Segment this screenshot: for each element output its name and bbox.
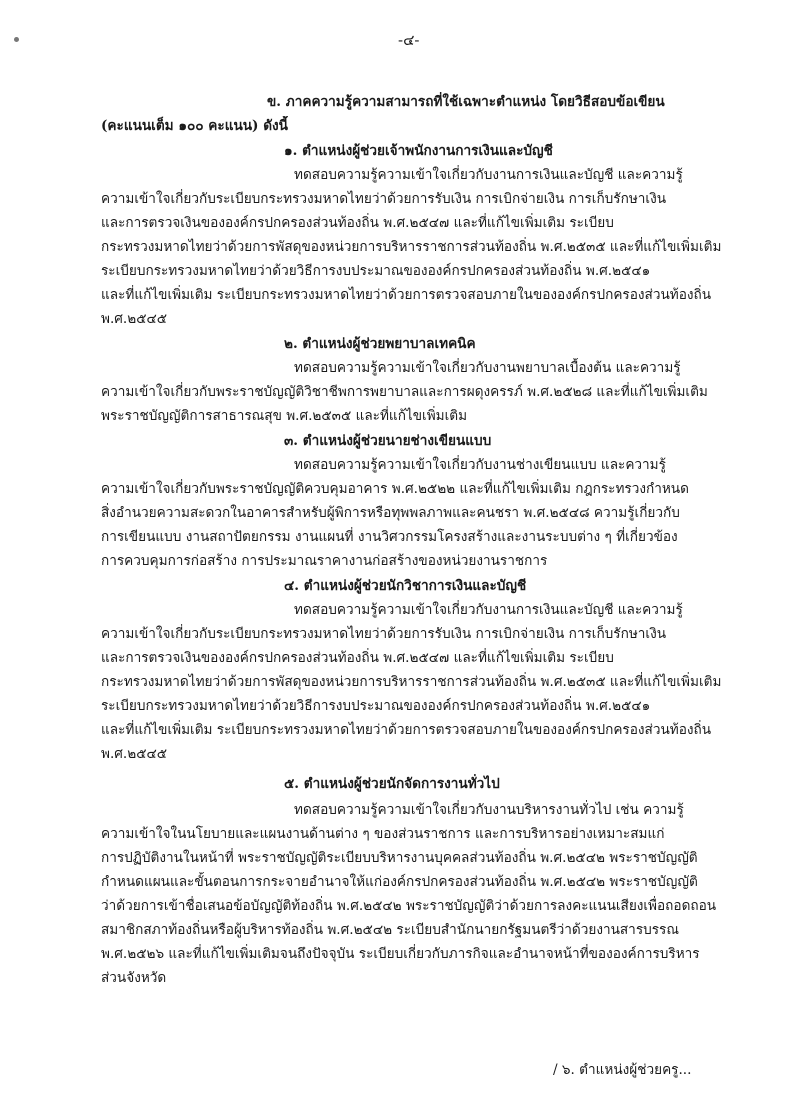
section-1-line: พ.ศ.๒๕๔๕ <box>101 311 168 327</box>
section-5-title: ๕. ตำแหน่งผู้ช่วยนักจัดการงานทั่วไป <box>284 776 500 792</box>
section-5-line: การปฏิบัติงานในหน้าที่ พระราชบัญญัติระเบียบบริหารงานบุคคลส่วนท้องถิ่น พ.ศ.๒๕๔๒ พระราชบัญญัติ <box>101 850 698 866</box>
section-2-title: ๒. ตำแหน่งผู้ช่วยพยาบาลเทคนิค <box>284 336 476 352</box>
section-5-line: ส่วนจังหวัด <box>101 970 167 986</box>
page-number: -๔- <box>398 31 420 49</box>
section-4-line: กระทรวงมหาดไทยว่าด้วยการพัสดุของหน่วยการบริหารราชการส่วนท้องถิ่น พ.ศ.๒๕๓๕ และที่แก้ไขเพิ่มเติม <box>101 674 722 690</box>
section-1-line: ความเข้าใจเกี่ยวกับระเบียบกระทรวงมหาดไทยว่าด้วยการรับเงิน การเบิกจ่ายเงิน การเก็บรักษาเงิน <box>101 191 667 207</box>
section-4-title: ๔. ตำแหน่งผู้ช่วยนักวิชาการเงินและบัญชี <box>284 578 527 594</box>
section-4-line: ความเข้าใจเกี่ยวกับระเบียบกระทรวงมหาดไทยว่าด้วยการรับเงิน การเบิกจ่ายเงิน การเก็บรักษาเงิน <box>101 626 667 642</box>
section-2-line: พระราชบัญญัติการสาธารณสุข พ.ศ.๒๕๓๕ และที่แก้ไขเพิ่มเติม <box>101 408 468 424</box>
section-2-line: ความเข้าใจเกี่ยวกับพระราชบัญญัติวิชาชีพการพยาบาลและการผดุงครรภ์ พ.ศ.๒๕๒๘ และที่แก้ไขเพิ่มเติม <box>101 384 708 400</box>
section-3-line: ความเข้าใจเกี่ยวกับพระราชบัญญัติควบคุมอาคาร พ.ศ.๒๕๒๒ และที่แก้ไขเพิ่มเติม กฎกระทรวงกำหนด <box>101 481 689 497</box>
section-1-line: และการตรวจเงินขององค์กรปกครองส่วนท้องถิ่น พ.ศ.๒๕๔๗ และที่แก้ไขเพิ่มเติม ระเบียบ <box>101 215 614 231</box>
section-4-line: พ.ศ.๒๕๔๕ <box>101 746 168 762</box>
section-1-line: และที่แก้ไขเพิ่มเติม ระเบียบกระทรวงมหาดไทยว่าด้วยการตรวจสอบภายในขององค์กรปกครองส่วนท้องถิ่น <box>101 287 712 303</box>
section-5-line: พ.ศ.๒๕๒๖ และที่แก้ไขเพิ่มเติมจนถึงปัจจุบัน ระเบียบเกี่ยวกับภารกิจและอำนาจหน้าที่ขององค์การบริหาร <box>101 946 700 962</box>
section-5-line: ทดสอบความรู้ความเข้าใจเกี่ยวกับงานบริหารงานทั่วไป เช่น ความรู้ <box>294 802 684 818</box>
section-1-title: ๑. ตำแหน่งผู้ช่วยเจ้าพนักงานการเงินและบัญชี <box>284 143 553 159</box>
section-5-line: สมาชิกสภาท้องถิ่นหรือผู้บริหารท้องถิ่น พ.ศ.๒๕๔๒ ระเบียบสำนักนายกรัฐมนตรีว่าด้วยงานสารบรรณ <box>101 922 679 938</box>
section-3-line: ทดสอบความรู้ความเข้าใจเกี่ยวกับงานช่างเขียนแบบ และความรู้ <box>294 457 666 473</box>
continuation-footer: / ๖. ตำแหน่งผู้ช่วยครู... <box>553 1062 692 1078</box>
section-5-line: ว่าด้วยการเข้าชื่อเสนอข้อบัญญัติท้องถิ่น พ.ศ.๒๕๔๒ พระราชบัญญัติว่าด้วยการลงคะแนนเสียงเพื่อถอดถอน <box>101 898 717 914</box>
section-3-line: การควบคุมการก่อสร้าง การประมาณราคางานก่อสร้างของหน่วยงานราชการ <box>101 553 548 569</box>
section-3-line: สิ่งอำนวยความสะดวกในอาคารสำหรับผู้พิการหรือทุพพลภาพและคนชรา พ.ศ.๒๕๔๘ ความรู้เกี่ยวกับ <box>101 505 680 521</box>
section-4-line: และที่แก้ไขเพิ่มเติม ระเบียบกระทรวงมหาดไทยว่าด้วยการตรวจสอบภายในขององค์กรปกครองส่วนท้องถิ่น <box>101 722 712 738</box>
hole-punch-mark <box>14 37 19 42</box>
section-1-line: ทดสอบความรู้ความเข้าใจเกี่ยวกับงานการเงินและบัญชี และความรู้ <box>294 167 683 183</box>
section-4-line: ทดสอบความรู้ความเข้าใจเกี่ยวกับงานการเงินและบัญชี และความรู้ <box>294 602 683 618</box>
section-4-line: และการตรวจเงินขององค์กรปกครองส่วนท้องถิ่น พ.ศ.๒๕๔๗ และที่แก้ไขเพิ่มเติม ระเบียบ <box>101 650 614 666</box>
section-2-line: ทดสอบความรู้ความเข้าใจเกี่ยวกับงานพยาบาลเบื้องต้น และความรู้ <box>294 360 681 376</box>
section-1-line: กระทรวงมหาดไทยว่าด้วยการพัสดุของหน่วยการบริหารราชการส่วนท้องถิ่น พ.ศ.๒๕๓๕ และที่แก้ไขเพิ่มเติม <box>101 239 722 255</box>
section-3-line: การเขียนแบบ งานสถาปัตยกรรม งานแผนที่ งานวิศวกรรมโครงสร้างและงานระบบต่าง ๆ ที่เกี่ยวข้อง <box>101 529 678 545</box>
intro-line-2: (คะแนนเต็ม ๑๐๐ คะแนน) ดังนี้ <box>101 118 288 134</box>
section-5-line: กำหนดแผนและขั้นตอนการกระจายอำนาจให้แก่องค์กรปกครองส่วนท้องถิ่น พ.ศ.๒๕๔๒ พระราชบัญญัติ <box>101 874 698 890</box>
section-3-title: ๓. ตำแหน่งผู้ช่วยนายช่างเขียนแบบ <box>284 433 492 449</box>
intro-line-1: ข. ภาคความรู้ความสามารถที่ใช้เฉพาะตำแหน่ง โดยวิธีสอบข้อเขียน <box>267 94 665 110</box>
section-4-line: ระเบียบกระทรวงมหาดไทยว่าด้วยวิธีการงบประมาณขององค์กรปกครองส่วนท้องถิ่น พ.ศ.๒๕๔๑ <box>101 698 651 714</box>
section-1-line: ระเบียบกระทรวงมหาดไทยว่าด้วยวิธีการงบประมาณขององค์กรปกครองส่วนท้องถิ่น พ.ศ.๒๕๔๑ <box>101 263 651 279</box>
section-5-line: ความเข้าใจในนโยบายและแผนงานด้านต่าง ๆ ของส่วนราชการ และการบริหารอย่างเหมาะสมแก่ <box>101 826 665 842</box>
